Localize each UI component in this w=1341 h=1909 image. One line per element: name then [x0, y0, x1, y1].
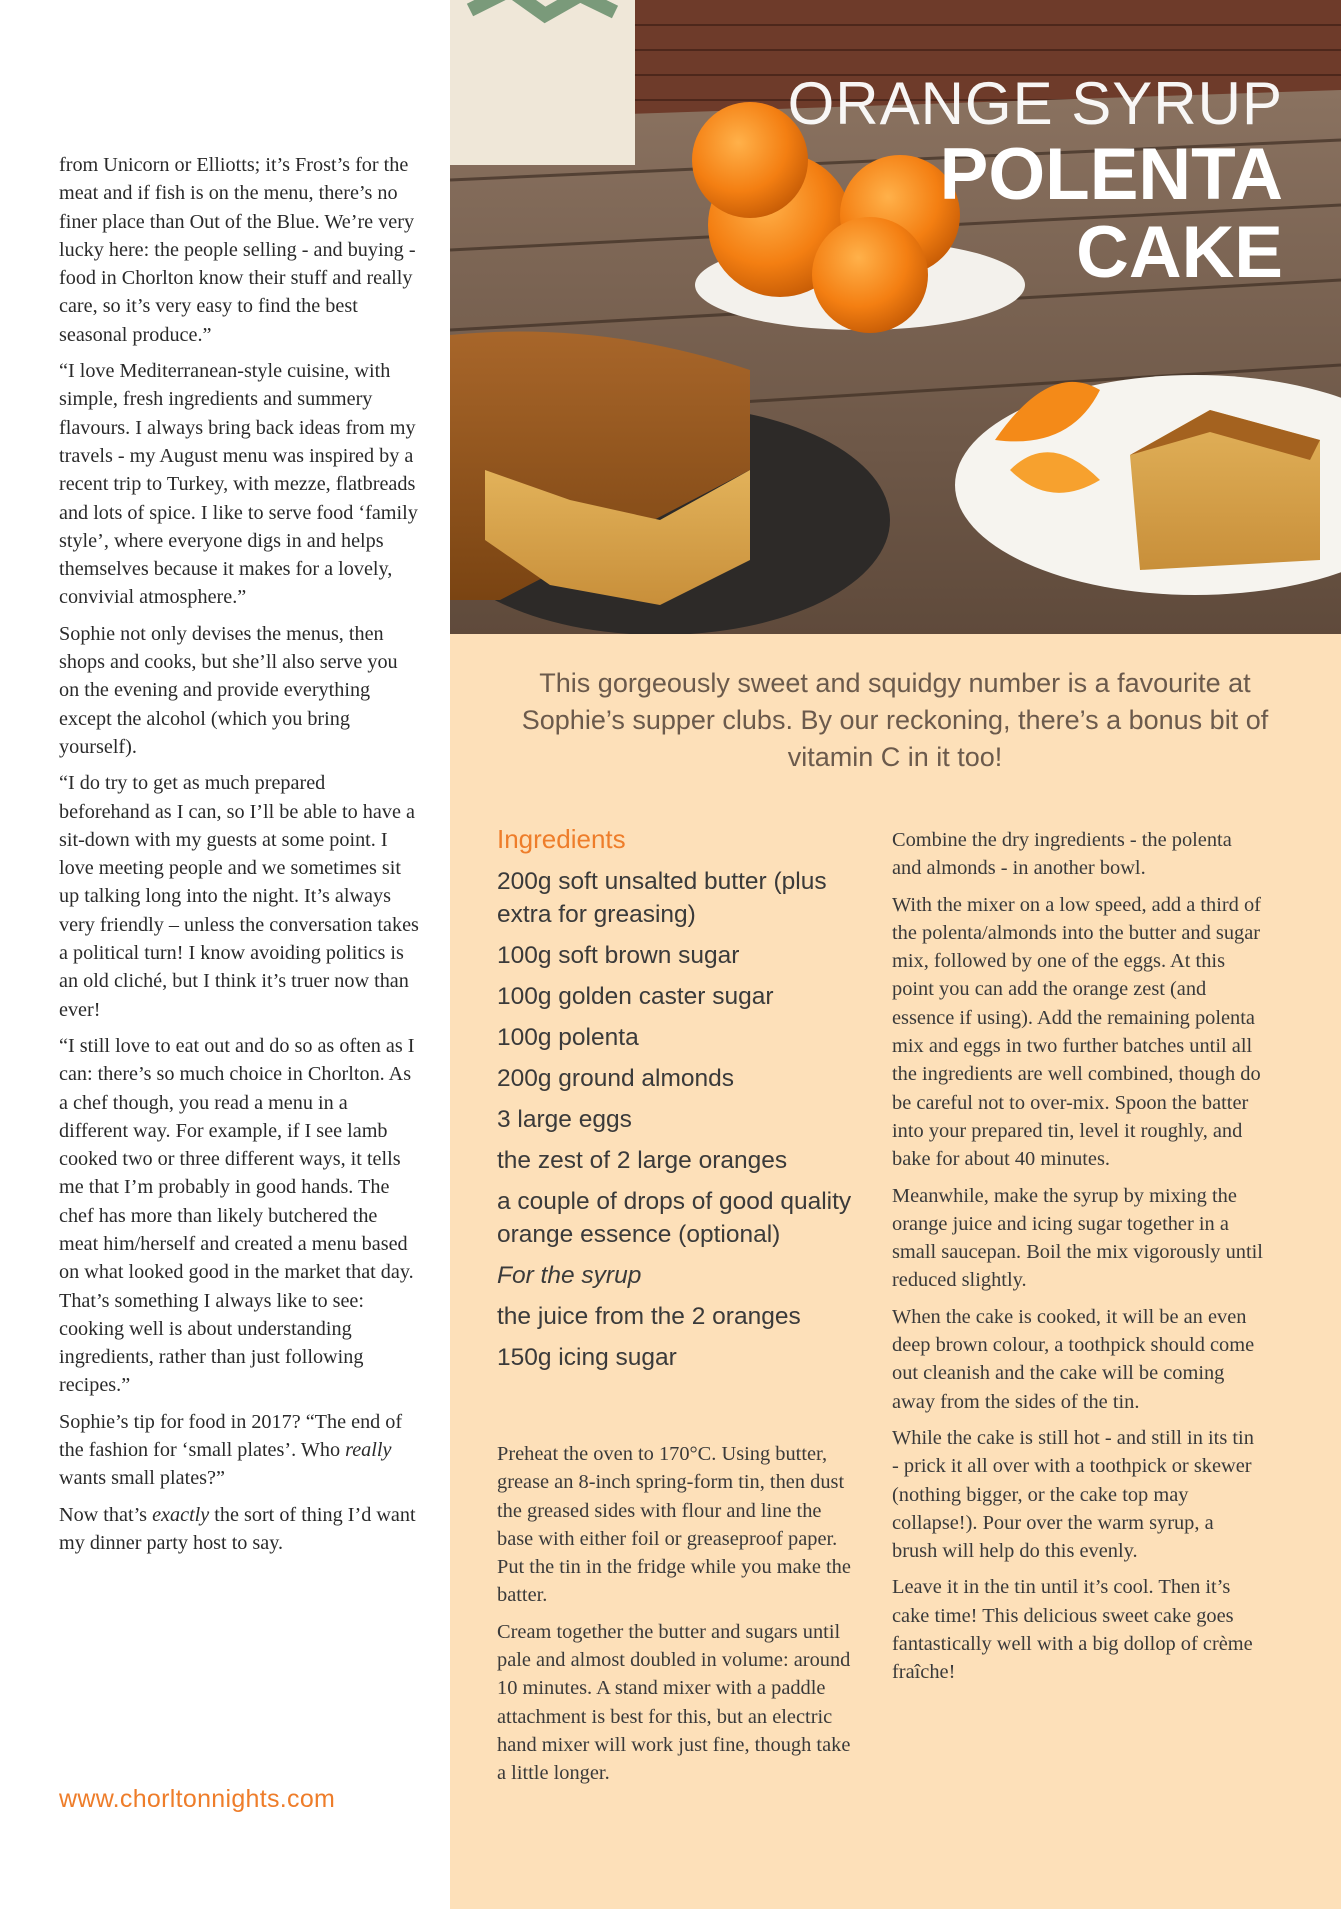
ingredient-item: 100g soft brown sugar — [497, 942, 740, 969]
syrup-ingredient-item: the juice from the 2 oranges — [497, 1303, 801, 1330]
method-step: While the cake is still hot - and still in its tin - prick it all over with a toothpick or skewer (nothing bigger, or the cake top may collapse!). Pour over the warm syrup, a brush will help do this evenly. — [892, 1426, 1254, 1563]
closing-text: Now that’s — [59, 1503, 153, 1526]
method-step: Combine the dry ingredients - the polenta and almonds - in another bowl. — [892, 829, 1232, 880]
title-line-2: POLENTA — [939, 134, 1283, 215]
ingredient-item: a couple of drops of good quality orange essence (optional) — [497, 1188, 852, 1248]
method-step: Cream together the butter and sugars until pale and almost doubled in volume: around 10 minutes. A stand mixer with a paddle attachment is best for this, but an electric hand mixer will work just fine, though take a little longer. — [497, 1620, 851, 1785]
ingredients-section — [497, 824, 867, 1382]
title-line-3: CAKE — [1076, 212, 1283, 293]
article-paragraph: from Unicorn or Elliotts; it’s Frost’s for the meat and if fish is on the menu, there’s no finer place than Out of the Blue. We’re very lucky here: the people selling - and buying - food in Chorlton know their stuff and really care, so it’s very easy to find the best seasonal produce.” — [59, 154, 416, 346]
tip-emphasis: really — [345, 1439, 392, 1462]
syrup-ingredient-item: 150g icing sugar — [497, 1344, 677, 1371]
method-step: With the mixer on a low speed, add a third of the polenta/almonds into the butter and sugar mix, followed by one of the eggs. At this point you can add the orange zest (and essence if using). Add the remaining polenta mix and eggs in two further batches until all the ingredients are well combined, though do be careful not to over-mix. Spoon the batter into your prepared tin, level it roughly, and bake for about 40 minutes. — [892, 893, 1261, 1171]
ingredients-list — [497, 865, 867, 1374]
ingredient-item: 200g soft unsalted butter (plus extra for greasing) — [497, 868, 827, 928]
tip-text: Sophie’s tip for food in 2017? “The end of the fashion for ‘small plates’. Who — [59, 1410, 403, 1462]
ingredient-item: 3 large eggs — [497, 1106, 632, 1133]
tip-paragraph — [59, 1408, 419, 1493]
article-body — [59, 151, 419, 1565]
article-paragraph: “I still love to eat out and do so as often as I can: there’s so much choice in Chorlton. As a chef though, you read a menu in a different way. For example, if I see lamb cooked two or three different ways, it tells me that I’m probably in good hands. The chef has more than likely butchered the meat him/herself and created a menu based on what looked good in the market that day. That’s something I always like to see: cooking well is about understanding ingredients, rather than just following recipes.” — [59, 1034, 415, 1397]
closing-paragraph — [59, 1501, 419, 1558]
recipe-intro: This gorgeously sweet and squidgy number is a favourite at Sophie’s supper clubs. By our reckoning, there’s a bonus bit of vitamin C in it too! — [521, 668, 1269, 772]
method-step: When the cake is cooked, it will be an even deep brown colour, a toothpick should come out cleanish and the cake will be coming away from the sides of the tin. — [892, 1305, 1255, 1413]
website-link[interactable]: www.chorltonnights.com — [59, 1785, 336, 1813]
closing-emphasis: exactly — [152, 1503, 210, 1526]
ingredient-item: 100g polenta — [497, 1024, 639, 1051]
method-step: Meanwhile, make the syrup by mixing the orange juice and icing sugar together in a small saucepan. Boil the mix vigorously until reduced slightly. — [892, 1184, 1263, 1292]
method-step: Preheat the oven to 170°C. Using butter, grease an 8-inch spring-form tin, then dust the greased sides with flour and line the base with either foil or greaseproof paper. Put the tin in the fridge while you make the batter. — [497, 1443, 851, 1607]
article-paragraph: “I love Mediterranean-style cuisine, with simple, fresh ingredients and summery flavours. I always bring back ideas from my travels - my August menu was inspired by a recent trip to Turkey, with mezze, flatbreads and lots of spice. I like to serve food ‘family style’, where everyone digs in and helps themselves because it makes for a lovely, convivial atmosphere.” — [59, 360, 418, 609]
syrup-heading: For the syrup — [497, 1262, 642, 1289]
tip-text-end: wants small plates?” — [59, 1467, 225, 1490]
method-column-2 — [892, 826, 1264, 1695]
ingredient-item: 200g ground almonds — [497, 1065, 735, 1092]
method-step: Leave it in the tin until it’s cool. Then it’s cake time! This delicious sweet cake goes fantastically well with a big dollop of crème fraîche! — [892, 1576, 1253, 1684]
ingredients-heading: Ingredients — [497, 824, 626, 854]
method-column-1 — [497, 1440, 859, 1796]
ingredient-item: 100g golden caster sugar — [497, 983, 774, 1010]
closing-text-end: the sort of thing I’d want my dinner party host to say. — [59, 1503, 416, 1554]
article-paragraph: “I do try to get as much prepared beforehand as I can, so I’ll be able to have a sit-down with my guests at some point. I love meeting people and we sometimes sit up talking long into the night. It’s always very friendly – unless the conversation takes a political turn! I know avoiding politics is an old cliché, but I think it’s truer now than ever! — [59, 772, 419, 1021]
hero-photo — [450, 0, 1341, 634]
recipe-title — [788, 72, 1283, 292]
title-line-1: ORANGE SYRUP — [787, 70, 1283, 137]
article-column — [0, 0, 450, 1909]
article-paragraph: Sophie not only devises the menus, then shops and cooks, but she’ll also serve you on the evening and provide everything except the alcohol (which you bring yourself). — [59, 622, 398, 758]
ingredient-item: the zest of 2 large oranges — [497, 1147, 788, 1174]
